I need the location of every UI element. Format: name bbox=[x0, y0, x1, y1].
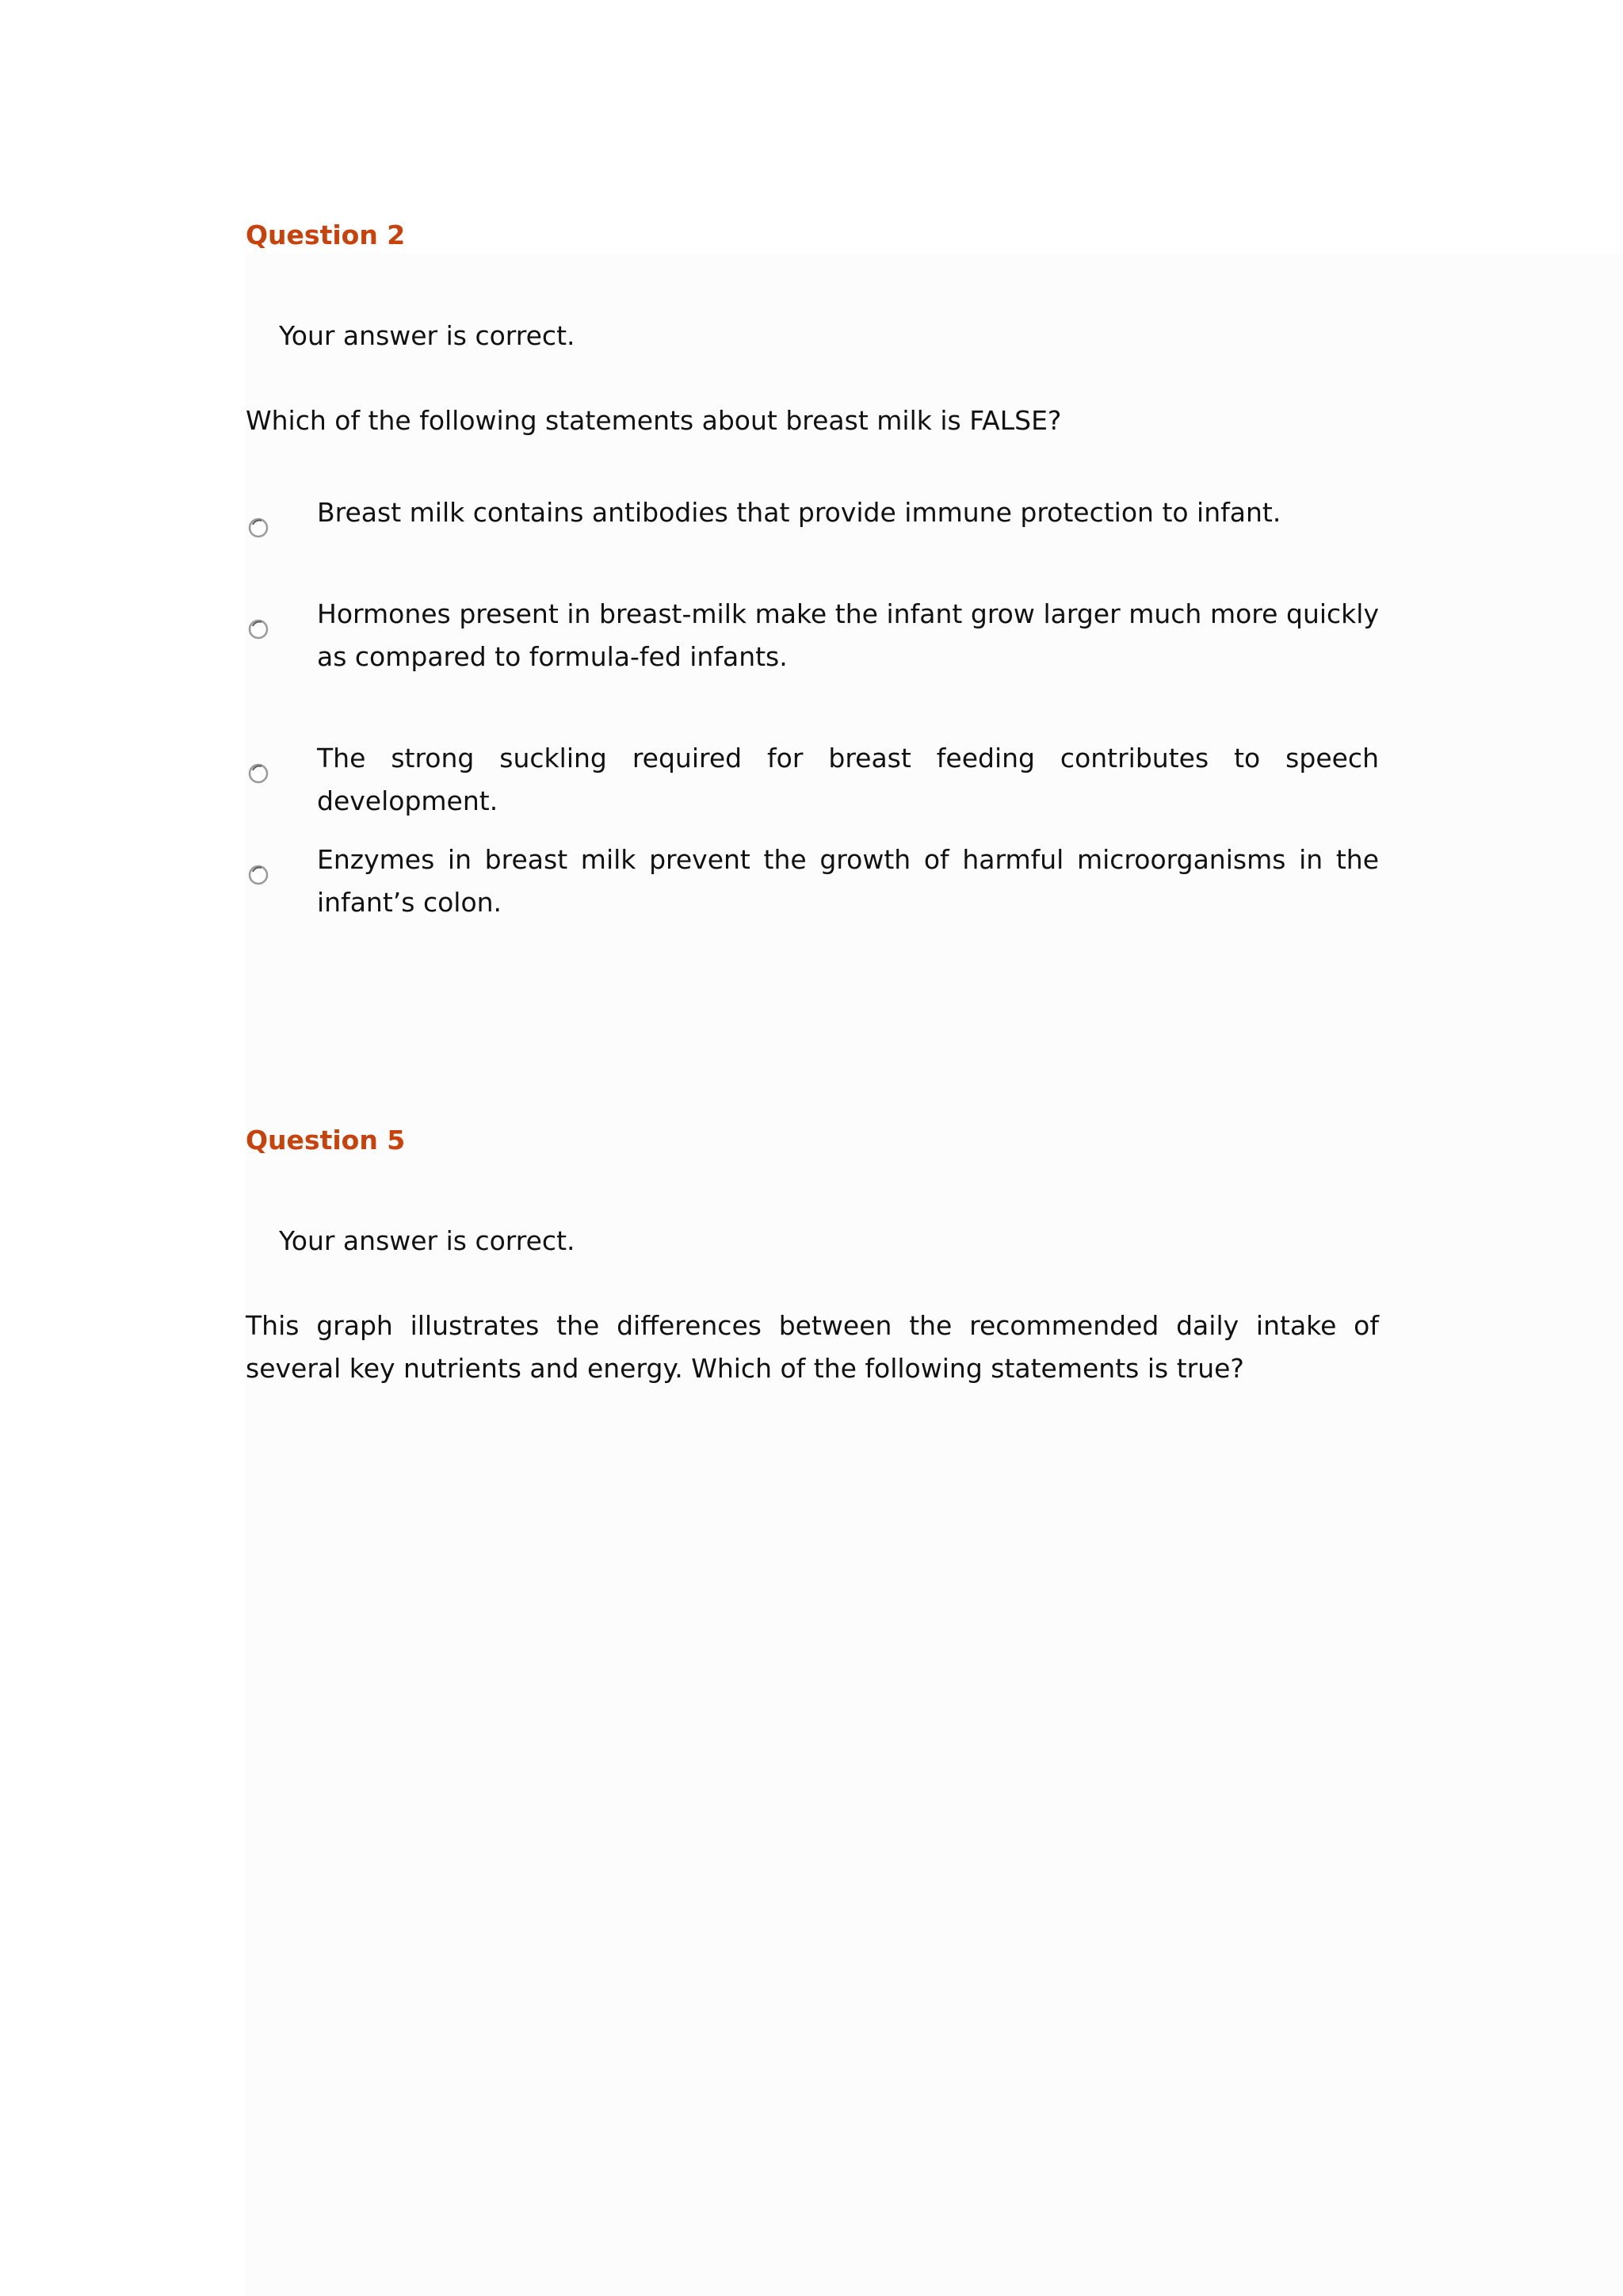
question-2-prompt: Which of the following statements about breast milk is FALSE? bbox=[246, 405, 1062, 436]
question-5-prompt: This graph illustrates the differences between the recommended daily intake of several key nutrients and energy. Which of the following statements is true? bbox=[246, 1310, 1379, 1384]
question-2-option-3-label: The strong suckling required for breast feeding contributes to speech development. bbox=[317, 743, 1379, 816]
radio-button-icon[interactable] bbox=[248, 619, 269, 640]
question-5-feedback: Your answer is correct. bbox=[279, 1225, 575, 1256]
question-2-feedback: Your answer is correct. bbox=[279, 320, 575, 351]
question-2-option-1-label: Breast milk contains antibodies that provide immune protection to infant. bbox=[317, 497, 1281, 528]
radio-button-icon[interactable] bbox=[248, 518, 269, 538]
question-2-title: Question 2 bbox=[246, 220, 406, 250]
radio-button-icon[interactable] bbox=[248, 865, 269, 885]
radio-button-icon[interactable] bbox=[248, 763, 269, 784]
question-panel-background bbox=[246, 254, 1623, 2296]
question-2-option-4-label: Enzymes in breast milk prevent the growth of harmful microorganisms in the infant’s colon. bbox=[317, 844, 1379, 918]
question-5-title: Question 5 bbox=[246, 1125, 406, 1156]
question-2-option-2-label: Hormones present in breast-milk make the infant grow larger much more quickly as compared to formula-fed infants. bbox=[317, 598, 1379, 672]
